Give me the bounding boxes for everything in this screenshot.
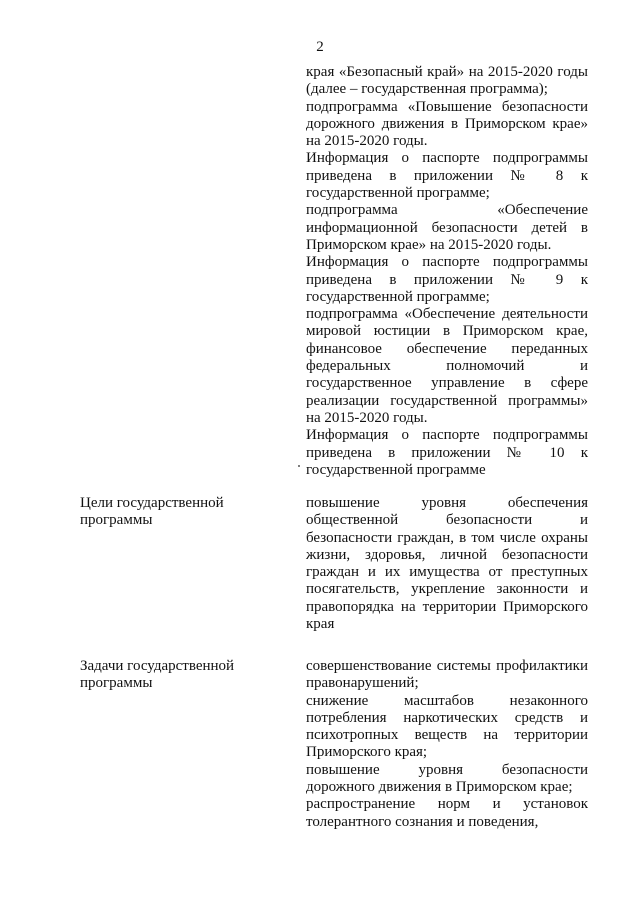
passport-continuation — [306, 64, 588, 479]
paragraph: Информация о паспорте подпрограммы приведена в приложении № 8 к государственной программе; — [306, 150, 588, 202]
paragraph: подпрограмма «Обеспечение деятельности мировой юстиции в Приморском крае, финансовое обеспечение переданных федеральных полномочий и государственное управление в сфере реализации государственной программы» на 2015-2020 годы. — [306, 306, 588, 426]
paragraph: Информация о паспорте подпрограммы приведена в приложении № 10 к государственной программе — [306, 427, 588, 478]
stray-mark — [298, 465, 300, 467]
paragraph: подпрограмма «Повышение безопасности дорожного движения в Приморском крае» на 2015-2020 годы. — [306, 98, 588, 150]
list-item: повышение уровня безопасности дорожного движения в Приморском крае; — [306, 761, 588, 796]
tasks-list — [306, 658, 588, 831]
paragraph: Информация о паспорте подпрограммы приведена в приложении № 9 к государственной программе; — [306, 254, 588, 305]
goals-label: Цели государственной программы — [80, 495, 224, 529]
paragraph: подпрограмма «Обеспечение информационной безопасности детей в Приморском крае» на 2015-2020 годы. — [306, 202, 588, 253]
list-item: снижение масштабов незаконного потребления наркотических средств и психотропных веществ на территории Приморского края; — [306, 692, 588, 761]
goals-text — [306, 495, 588, 633]
paragraph: края «Безопасный край» на 2015-2020 годы (далее – государственная программа); — [306, 64, 588, 98]
tasks-label: Задачи государственной программы — [80, 658, 235, 692]
paragraph: повышение уровня обеспечения общественной безопасности и безопасности граждан, в том числе охраны жизни, здоровья, личной безопасности граждан и их имущества от преступных посягательств, укрепление законности и правопорядка на территории Приморского края — [306, 495, 588, 633]
list-item: совершенствование системы профилактики правонарушений; — [306, 658, 588, 692]
page-number: 2 — [316, 39, 324, 55]
list-item: распространение норм и установок толерантного сознания и поведения, — [306, 796, 588, 830]
